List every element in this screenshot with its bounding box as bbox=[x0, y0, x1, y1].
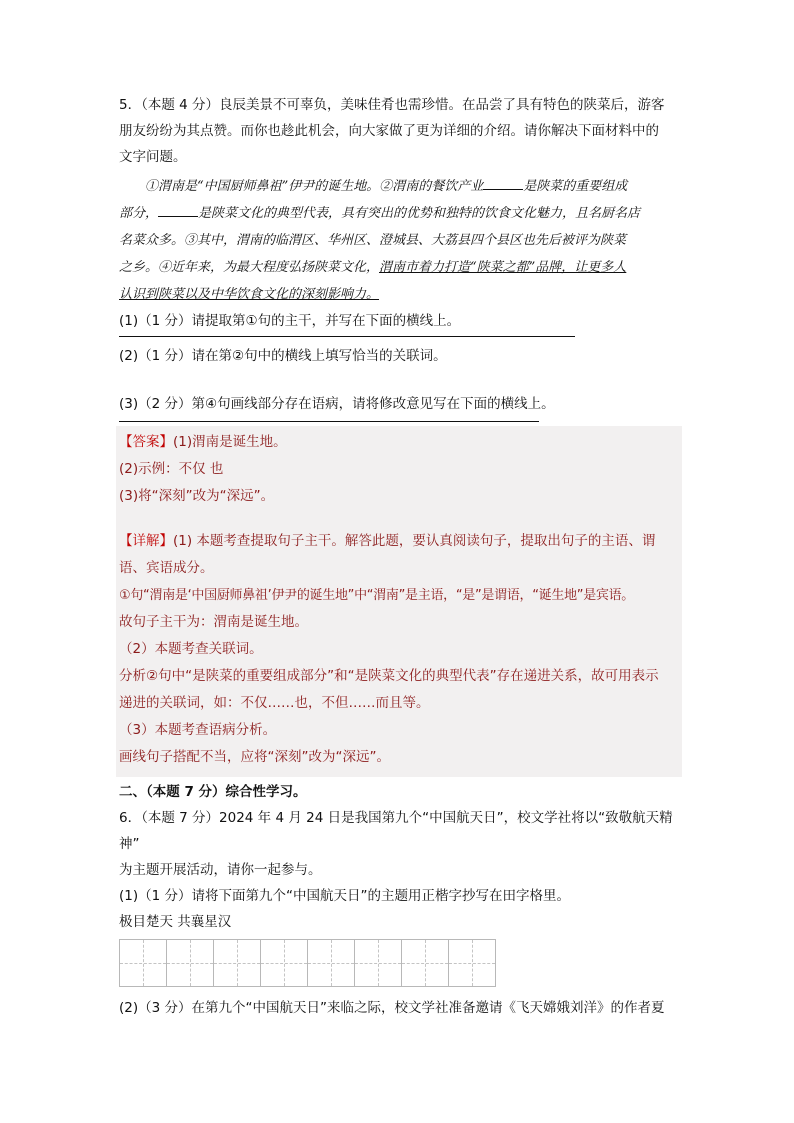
underlined-sentence-part2: 认识到陕菜以及中华饮食文化的深刻影响力。 bbox=[119, 287, 380, 302]
q5-sub2: (2)（1 分）请在第②句中的横线上填写恰当的关联词。 bbox=[119, 348, 447, 364]
answer-line-1[interactable] bbox=[119, 336, 575, 337]
q5-material bbox=[119, 173, 675, 308]
tian-zi-cell[interactable] bbox=[354, 939, 402, 987]
tian-zi-cell[interactable] bbox=[213, 939, 261, 987]
q6-theme: 极目楚天 共襄星汉 bbox=[119, 914, 232, 930]
tian-zi-cell[interactable] bbox=[166, 939, 214, 987]
detail-1: (1) 本题考查提取句子主干。解答此题，要认真阅读句子，提取出句子的主语、谓 bbox=[173, 533, 656, 549]
q5-sub3: (3)（2 分）第④句画线部分存在语病，请将修改意见写在下面的横线上。 bbox=[119, 396, 555, 412]
answer-2: (2)示例：不仅 也 bbox=[119, 461, 224, 477]
material-text-6: 之乡。④近年来，为最大程度弘扬陕菜文化， bbox=[119, 260, 380, 275]
detail-8: （3）本题考查语病分析。 bbox=[119, 722, 277, 738]
detail-label: 【详解】 bbox=[119, 533, 173, 549]
answer-label: 【答案】 bbox=[119, 434, 173, 450]
detail-7: 递进的关联词，如：不仅……也，不但……而且等。 bbox=[119, 695, 430, 711]
detail-6: 分析②句中“是陕菜的重要组成部分”和“是陕菜文化的典型代表”存在递进关系，故可用表示 bbox=[119, 668, 659, 684]
material-text-4: 是陕菜文化的典型代表，具有突出的优势和独特的饮食文化魅力，且名厨名店 bbox=[198, 206, 641, 221]
blank-1[interactable] bbox=[483, 177, 523, 190]
q6-sub2: (2)（3 分）在第九个“中国航天日”来临之际，校文学社准备邀请《飞天嫦娥刘洋》的作者夏 bbox=[119, 1000, 665, 1016]
blank-2[interactable] bbox=[158, 204, 198, 217]
q6-stem-line1: 6．（本题 7 分）2024 年 4 月 24 日是我国第九个“中国航天日”，校文学社将以“致敬航天精神” bbox=[119, 810, 673, 852]
tian-zi-grid bbox=[119, 939, 675, 987]
underlined-sentence-part1: 渭南市着力打造“陕菜之都”品牌，让更多人 bbox=[379, 260, 627, 275]
material-text-5: 名菜众多。③其中，渭南的临渭区、华州区、澄城县、大荔县四个县区也先后被评为陕菜 bbox=[119, 233, 627, 248]
answer-1: (1)渭南是诞生地。 bbox=[173, 434, 287, 450]
answer-line-3[interactable] bbox=[119, 421, 539, 422]
material-text-1: ①渭南是“中国厨师鼻祖”伊尹的诞生地。②渭南的餐饮产业 bbox=[145, 179, 484, 194]
detail-4: 故句子主干为：渭南是诞生地。 bbox=[119, 614, 308, 630]
q6-stem-line2: 为主题开展活动，请你一起参与。 bbox=[119, 862, 322, 878]
tian-zi-cell[interactable] bbox=[307, 939, 355, 987]
exam-page bbox=[119, 92, 675, 1021]
material-text-3: 部分， bbox=[119, 206, 159, 221]
answer-box bbox=[116, 426, 682, 777]
q5-stem-line1: 5．（本题 4 分）良辰美景不可辜负，美味佳肴也需珍惜。在品尝了具有特色的陕菜后，游客 bbox=[119, 97, 665, 113]
material-text-2: 是陕菜的重要组成 bbox=[523, 179, 628, 194]
tian-zi-cell[interactable] bbox=[448, 939, 496, 987]
q5-sub1: (1)（1 分）请提取第①句的主干，并写在下面的横线上。 bbox=[119, 313, 461, 329]
tian-zi-cell[interactable] bbox=[119, 939, 167, 987]
detail-2: 语、宾语成分。 bbox=[119, 560, 214, 576]
tian-zi-cell[interactable] bbox=[260, 939, 308, 987]
q5-stem-line2: 朋友纷纷为其点赞。而你也趁此机会，向大家做了更为详细的介绍。请你解决下面材料中的 bbox=[119, 123, 659, 139]
detail-3: ①句“渭南是‘中国厨师鼻祖’伊尹的诞生地”中“渭南”是主语，“是”是谓语，“诞生地”是宾语。 bbox=[119, 588, 634, 603]
q5-stem-line3: 文字问题。 bbox=[119, 149, 187, 165]
detail-5: （2）本题考查关联词。 bbox=[119, 641, 263, 657]
section-2-title: 二、（本题 7 分）综合性学习。 bbox=[119, 784, 307, 800]
detail-9: 画线句子搭配不当，应将“深刻”改为“深远”。 bbox=[119, 749, 390, 765]
tian-zi-cell[interactable] bbox=[401, 939, 449, 987]
q6-sub1: (1)（1 分）请将下面第九个“中国航天日”的主题用正楷字抄写在田字格里。 bbox=[119, 888, 570, 904]
answer-3: (3)将“深刻”改为“深远”。 bbox=[119, 488, 275, 504]
